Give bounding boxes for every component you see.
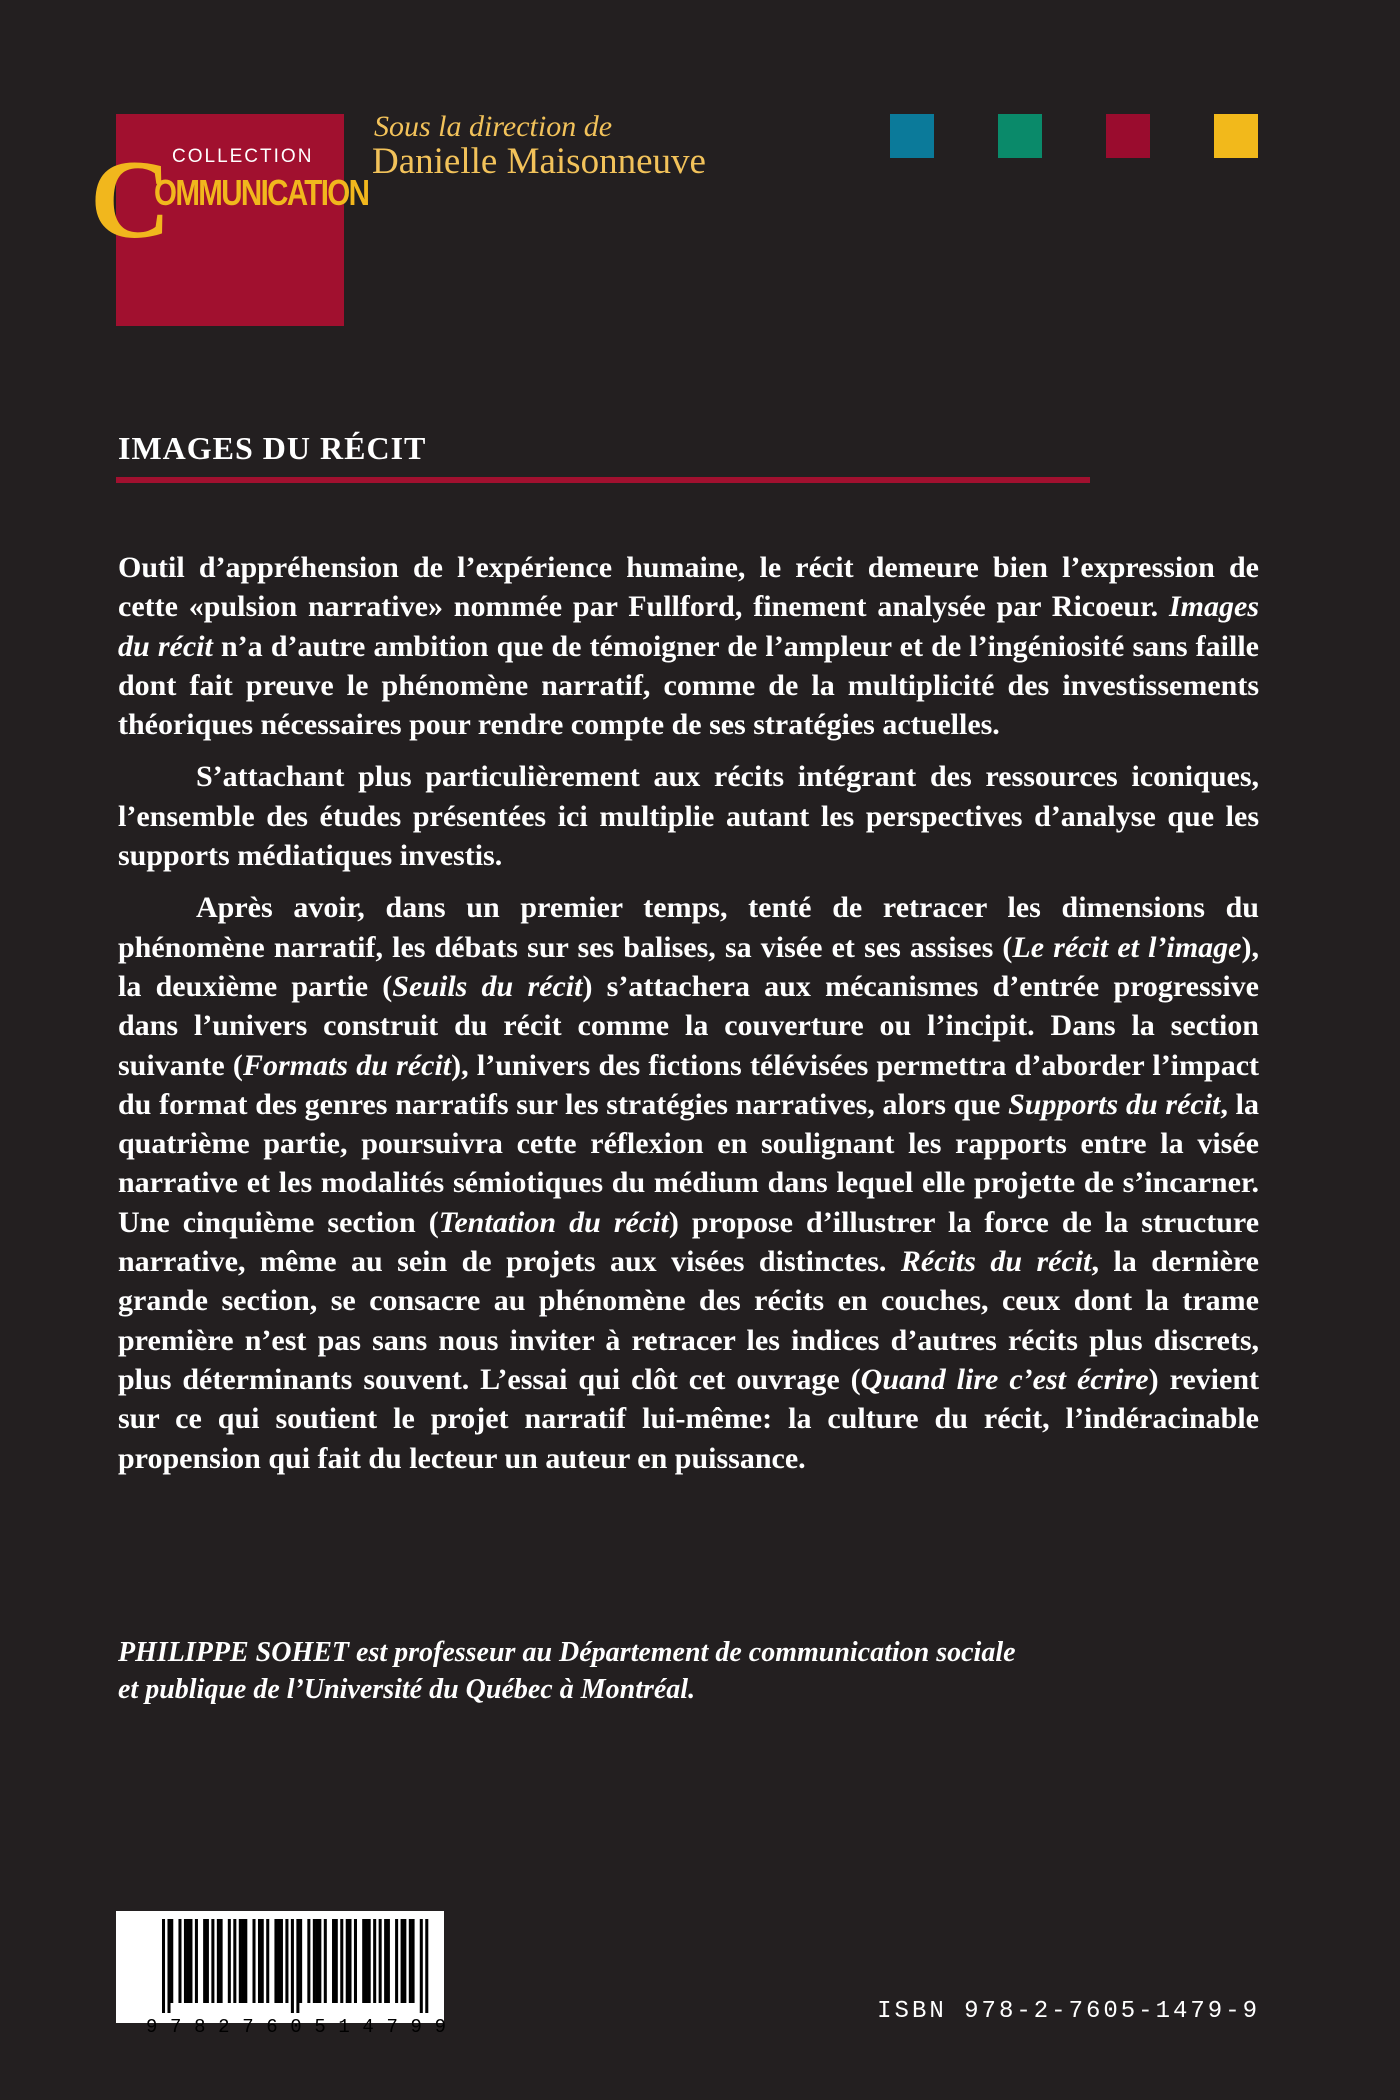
barcode-bar — [379, 1919, 382, 2003]
barcode-bar — [195, 1919, 198, 2003]
barcode-digit: 9 — [434, 2016, 446, 2038]
barcode-bar — [162, 1919, 165, 2013]
barcode-bar — [187, 1919, 190, 2003]
swatch-crimson — [1106, 114, 1150, 158]
barcode-bar — [354, 1919, 357, 2003]
barcode-digit: 1 — [338, 2016, 350, 2038]
barcode-bar — [412, 1919, 415, 2003]
barcode-digit: 0 — [290, 2016, 302, 2038]
barcode-bar — [189, 1919, 192, 2003]
isbn: ISBN 978-2-7605-1479-9 — [877, 1998, 1260, 2025]
barcode-bar — [274, 1919, 277, 2003]
barcode-bar — [346, 1919, 349, 2003]
paragraph-2: S’attachant plus particulièrement aux récits intégrant des ressources iconiques, l’ensemble des études présentées ici multiplie autant les perspectives d’analyse que les supports médiatiques investis. — [118, 760, 1259, 873]
book-title: IMAGES DU RÉCIT — [118, 430, 427, 466]
barcode-bar — [258, 1919, 261, 2003]
collection-logo — [90, 114, 369, 326]
barcode-bar — [261, 1919, 264, 2003]
barcode-digit: 2 — [218, 2016, 230, 2038]
barcode-bar — [266, 1919, 269, 2003]
barcode-digit: 7 — [386, 2016, 398, 2038]
direction-label: Sous la direction de — [374, 110, 613, 143]
swatch-gold — [1214, 114, 1258, 158]
logo-collection-label: COLLECTION — [172, 146, 314, 167]
barcode-bar — [409, 1919, 412, 2003]
barcode-bar — [244, 1919, 247, 2003]
barcode-bar — [277, 1919, 280, 2003]
barcode-bar — [206, 1919, 209, 2003]
barcode-bars — [116, 1911, 444, 2023]
barcode-bar — [291, 1919, 294, 2013]
barcode-bar — [324, 1919, 327, 2003]
author-bio-line-2: et publique de l’Université du Québec à Montréal. — [118, 1674, 696, 1705]
barcode-bar — [335, 1919, 338, 2003]
barcode-digit: 8 — [194, 2016, 206, 2038]
barcode-bar — [425, 1919, 428, 2013]
title-rule — [116, 477, 1090, 483]
barcode-bar — [217, 1919, 220, 2003]
barcode-bar — [403, 1919, 406, 2003]
barcode-bar — [420, 1919, 423, 2013]
barcode-bar — [299, 1919, 302, 2003]
barcode-bar — [332, 1919, 335, 2003]
barcode-bar — [203, 1919, 206, 2003]
barcode-bar — [368, 1919, 371, 2003]
barcode-bar — [307, 1919, 310, 2003]
barcode-bar — [170, 1919, 173, 2003]
barcode-bar — [242, 1919, 245, 2003]
barcode-bar — [178, 1919, 181, 2003]
barcode-digit: 7 — [170, 2016, 182, 2038]
barcode-bar — [228, 1919, 231, 2003]
barcode-bar — [395, 1919, 398, 2003]
barcode-bar — [233, 1919, 236, 2003]
swatch-green — [998, 114, 1042, 158]
barcode-bar — [280, 1919, 283, 2003]
paragraph-1: Outil d’appréhension de l’expérience humaine, le récit demeure bien l’expression de cette «pulsion narrative» nommée par Fullford, finement analysée par Ricoeur. Images du récit n’a d’autre ambition que de témoigner de l’ampleur et de l’ingéniosité sans faille dont fait preuve le phénomène narratif, comme de la multiplicité des investissements théoriques nécessaires pour rendre compte de ses stratégies actuelles. — [118, 551, 1259, 742]
barcode-digit: 9 — [410, 2016, 422, 2038]
barcode-bar — [211, 1919, 214, 2003]
barcode-bar — [184, 1919, 187, 2003]
barcode-bar — [252, 1919, 255, 2003]
author-bio-line-1: PHILIPPE SOHET est professeur au Département de communication sociale — [118, 1637, 1016, 1668]
editor-name: Danielle Maisonneuve — [372, 141, 706, 182]
barcode-bar — [340, 1919, 343, 2003]
barcode-bar — [348, 1919, 351, 2003]
logo-wordmark: OMMUNICATION — [154, 172, 369, 213]
swatch-teal — [890, 114, 934, 158]
barcode-bar — [285, 1919, 288, 2003]
summary-text — [118, 548, 1259, 1491]
barcode-bar — [318, 1919, 321, 2003]
barcode-bar — [296, 1919, 299, 2013]
barcode-digit: 9 — [146, 2016, 158, 2038]
barcode-bar — [220, 1919, 223, 2003]
barcode-bar — [365, 1919, 368, 2003]
barcode-bar — [387, 1919, 390, 2003]
barcode-bar — [167, 1919, 170, 2013]
barcode — [116, 1911, 444, 2023]
logo-initial: C — [90, 138, 171, 262]
barcode-digits — [146, 2016, 446, 2038]
barcode-bar — [373, 1919, 376, 2003]
barcode-bar — [401, 1919, 404, 2003]
barcode-digit: 4 — [362, 2016, 374, 2038]
author-bio — [118, 1634, 1238, 1708]
paragraph-3: Après avoir, dans un premier temps, tenté de retracer les dimensions du phénomène narratif, les débats sur ses balises, sa visée et ses assises (Le récit et l’image), la deuxième partie (Seuils du récit) s’attachera aux mécanismes d’entrée progressive dans l’univers construit du récit comme la couverture ou l’incipit. Dans la section suivante (Formats du récit), l’univers des fictions télévisées permettra d’aborder l’impact du format des genres narratifs sur les stratégies narratives, alors que Supports du récit, la quatrième partie, poursuivra cette réflexion en soulignant les rapports entre la visée narrative et les modalités sémiotiques du médium dans lequel elle projette de s’incarner. Une cinquième section (Tentation du récit) propose d’illustrer la force de la structure narrative, même au sein de projets aux visées distinctes. Récits du récit, la dernière grande section, se consacre au phénomène des récits en couches, ceux dont la trame première n’est pas sans nous inviter à retracer les indices d’autres récits plus discrets, plus déterminants souvent. L’essai qui clôt cet ouvrage (Quand lire c’est écrire) revient sur ce qui soutient le projet narratif lui-même: la culture du récit, l’indéracinable propension qui fait du lecteur un auteur en puissance. — [118, 891, 1260, 1475]
barcode-digit: 5 — [314, 2016, 326, 2038]
barcode-bar — [239, 1919, 242, 2003]
barcode-bar — [313, 1919, 316, 2003]
barcode-bar — [362, 1919, 365, 2003]
barcode-digit: 6 — [266, 2016, 278, 2038]
barcode-digit: 7 — [242, 2016, 254, 2038]
barcode-bar — [316, 1919, 319, 2003]
barcode-bar — [384, 1919, 387, 2003]
